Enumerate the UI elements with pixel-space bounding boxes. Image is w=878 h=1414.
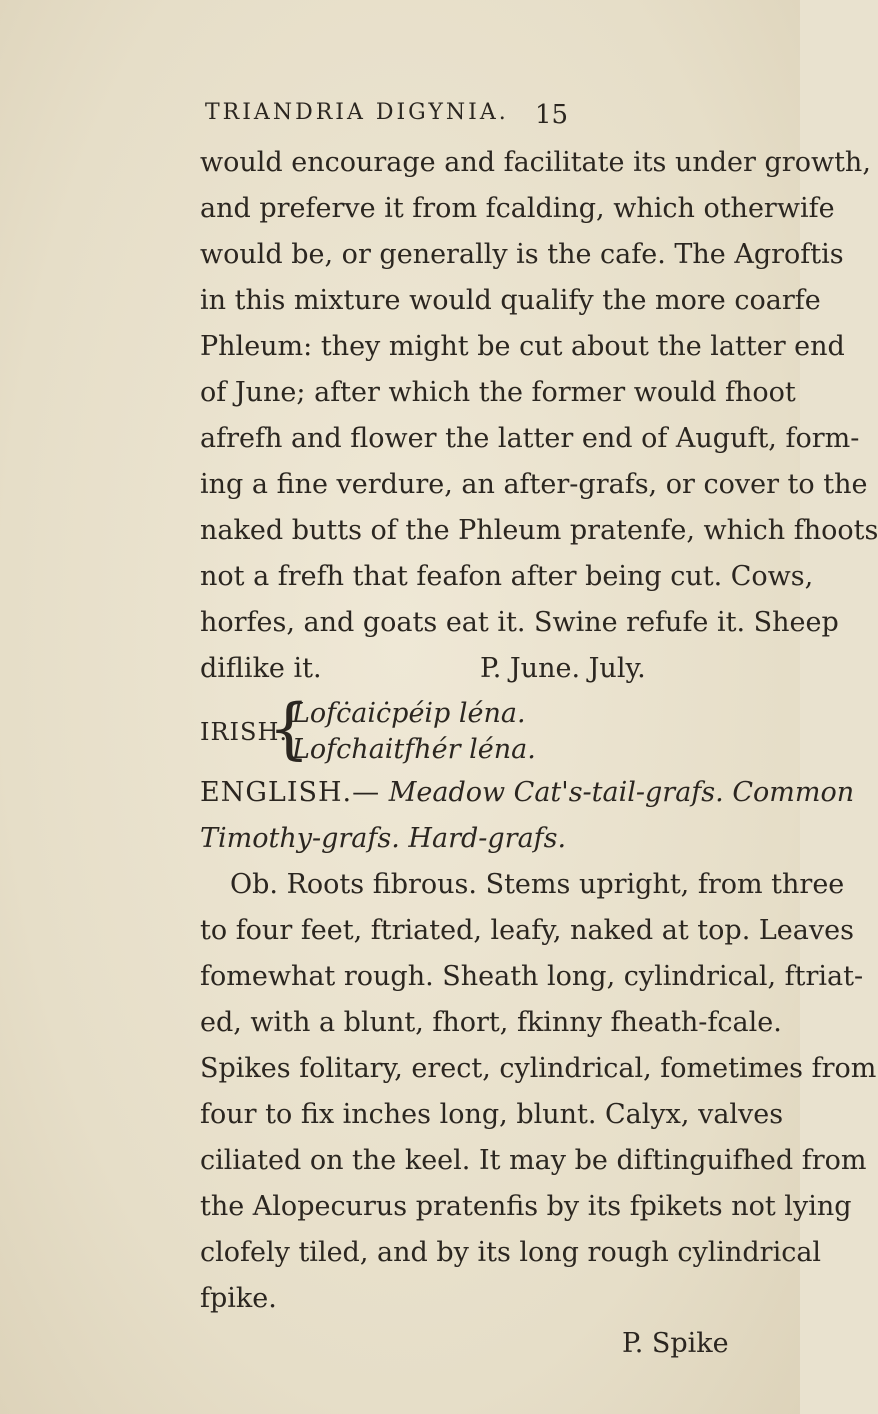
irish-label: IRISH. (200, 718, 289, 746)
english-names-line-2: Timothy-grafs. Hard-grafs. (200, 823, 567, 854)
irish-names (200, 690, 600, 768)
obs-line: Spikes folitary, erect, cylindrical, fometimes from (200, 1053, 877, 1084)
text-line: would be, or generally is the cafe. The Agroftis (200, 239, 844, 270)
text-line: not a frefh that feafon after being cut. Cows, (200, 561, 814, 592)
flowering-months: P. June. July. (480, 653, 646, 684)
running-header (205, 100, 605, 130)
text-line: of June; after which the former would fhoot (200, 377, 796, 408)
obs-line: four to fix inches long, blunt. Calyx, valves (200, 1099, 784, 1130)
brace-glyph: { (268, 690, 310, 767)
obs-line: to four feet, ftriated, leafy, naked at top. Leaves (200, 915, 854, 946)
obs-line: fpike. (200, 1283, 277, 1314)
obs-line: ciliated on the keel. It may be diftinguifhed from (200, 1145, 867, 1176)
text-line: in this mixture would qualify the more coarfe (200, 285, 821, 316)
catchword: P. Spike (622, 1328, 729, 1359)
english-label: ENGLISH.— (200, 777, 381, 808)
obs-line: fomewhat rough. Sheath long, cylindrical, ftriat- (200, 961, 864, 992)
english-names: Meadow Cat's-tail-grafs. Common (388, 777, 855, 808)
obs-line: ed, with a blunt, fhort, fkinny fheath-fcale. (200, 1007, 782, 1038)
page-number: 15 (535, 100, 569, 130)
obs-line: clofely tiled, and by its long rough cylindrical (200, 1237, 822, 1268)
obs-line: the Alopecurus pratenfis by its fpikets not lying (200, 1191, 852, 1222)
text-line: and preferve it from fcalding, which otherwife (200, 193, 835, 224)
text-fragment: diflike it. (200, 653, 322, 684)
running-title: TRIANDRIA DIGYNIA. (205, 100, 509, 125)
irish-gaelic-name: Lofċaiċpéip léna. (292, 698, 526, 729)
irish-roman-name: Lofchaitfhér léna. (292, 734, 536, 765)
text-line: ing a fine verdure, an after-grafs, or cover to the (200, 469, 868, 500)
obs-line: Ob. Roots fibrous. Stems upright, from three (230, 869, 845, 900)
text-line: would encourage and facilitate its under growth, (200, 147, 871, 178)
text-line: afrefh and flower the latter end of Auguft, form- (200, 423, 860, 454)
text-line: naked butts of the Phleum pratenfe, which fhoots (200, 515, 878, 546)
text-line: Phleum: they might be cut about the latter end (200, 331, 845, 362)
english-names-line (200, 777, 855, 808)
text-line: horfes, and goats eat it. Swine refufe it. Sheep (200, 607, 839, 638)
